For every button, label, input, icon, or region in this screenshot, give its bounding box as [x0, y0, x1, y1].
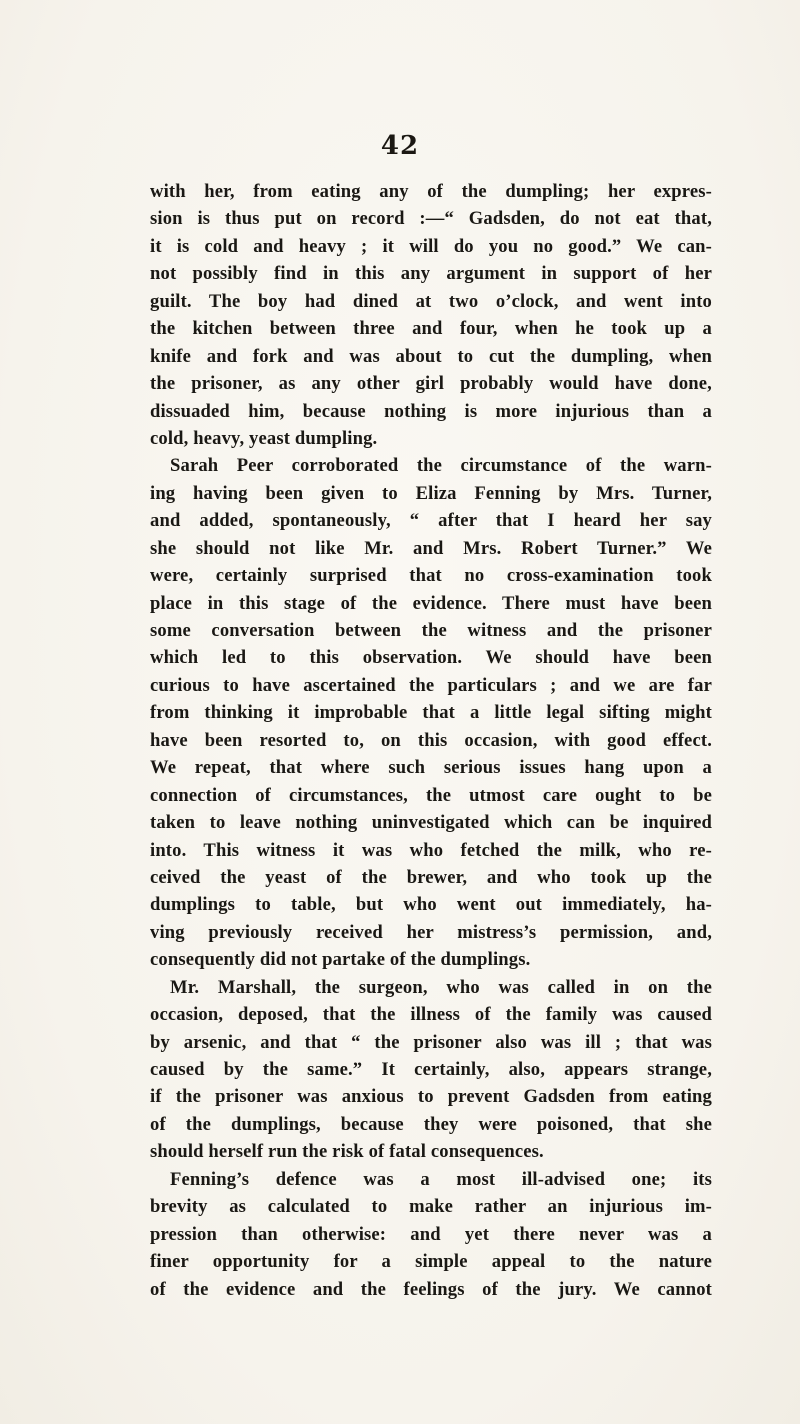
text-line: guilt. The boy had dined at two o’clock, and went into: [150, 290, 712, 312]
text-line: which led to this observation. We should have been: [150, 647, 712, 669]
text-line: cold, heavy, yeast dumpling.: [150, 427, 378, 449]
text-line: some conversation between the witness and the prisoner: [150, 620, 712, 641]
text-line: into. This witness it was who fetched the milk, who re-: [150, 839, 712, 861]
text-line: of the evidence and the feelings of the jury. We cannot: [150, 1278, 712, 1300]
text-line: dissuaded him, because nothing is more injurious than a: [150, 400, 712, 422]
text-line: have been resorted to, on this occasion, with good effect.: [150, 729, 712, 751]
text-line: should herself run the risk of fatal consequences.: [150, 1141, 544, 1163]
text-line: Sarah Peer corroborated the circumstance of the warn-: [170, 455, 712, 477]
text-line: with her, from eating any of the dumpling; her expres-: [150, 181, 712, 202]
text-line: caused by the same.” It certainly, also, appears strange,: [150, 1059, 712, 1080]
text-line: not possibly find in this any argument in support of her: [150, 263, 712, 285]
text-line: ceived the yeast of the brewer, and who took up the: [150, 866, 712, 888]
text-line: finer opportunity for a simple appeal to the nature: [150, 1251, 712, 1273]
text-line: consequently did not partake of the dumplings.: [150, 949, 531, 971]
text-line: curious to have ascertained the particulars ; and we are far: [150, 674, 712, 696]
text-line: of the dumplings, because they were poisoned, that she: [150, 1113, 712, 1135]
text-line: by arsenic, and that “ the prisoner also was ill ; that was: [150, 1031, 712, 1053]
text-line: ving previously received her mistress’s permission, and,: [150, 921, 712, 943]
body-text: [150, 178, 712, 1303]
text-line: and added, spontaneously, “ after that I heard her say: [150, 510, 712, 532]
text-line: sion is thus put on record :—“ Gadsden, do not eat that,: [150, 208, 712, 230]
text-line: brevity as calculated to make rather an injurious im-: [150, 1196, 712, 1218]
text-line: were, certainly surprised that no cross-examination took: [150, 565, 712, 587]
text-line: if the prisoner was anxious to prevent Gadsden from eating: [150, 1086, 712, 1108]
page-number: 42: [380, 131, 420, 161]
text-line: Mr. Marshall, the surgeon, who was called in on the: [170, 976, 712, 998]
text-line: place in this stage of the evidence. There must have been: [150, 592, 712, 614]
text-line: We repeat, that where such serious issues hang upon a: [150, 757, 712, 779]
text-line: the prisoner, as any other girl probably would have done,: [150, 373, 712, 395]
text-line: from thinking it improbable that a little legal sifting might: [150, 702, 712, 724]
text-line: pression than otherwise: and yet there never was a: [150, 1223, 712, 1245]
text-line: ing having been given to Eliza Fenning by Mrs. Turner,: [150, 482, 712, 504]
text-line: knife and fork and was about to cut the dumpling, when: [150, 345, 712, 367]
text-line: occasion, deposed, that the illness of the family was caused: [150, 1004, 712, 1026]
text-line: it is cold and heavy ; it will do you no good.” We can-: [150, 235, 712, 257]
text-line: dumplings to table, but who went out immediately, ha-: [150, 894, 712, 916]
text-line: the kitchen between three and four, when he took up a: [150, 318, 712, 340]
text-line: Fenning’s defence was a most ill-advised one; its: [170, 1168, 712, 1190]
text-line: connection of circumstances, the utmost care ought to be: [150, 784, 712, 806]
text-line: she should not like Mr. and Mrs. Robert Turner.” We: [150, 537, 712, 559]
text-line: taken to leave nothing uninvestigated which can be inquired: [150, 812, 712, 834]
